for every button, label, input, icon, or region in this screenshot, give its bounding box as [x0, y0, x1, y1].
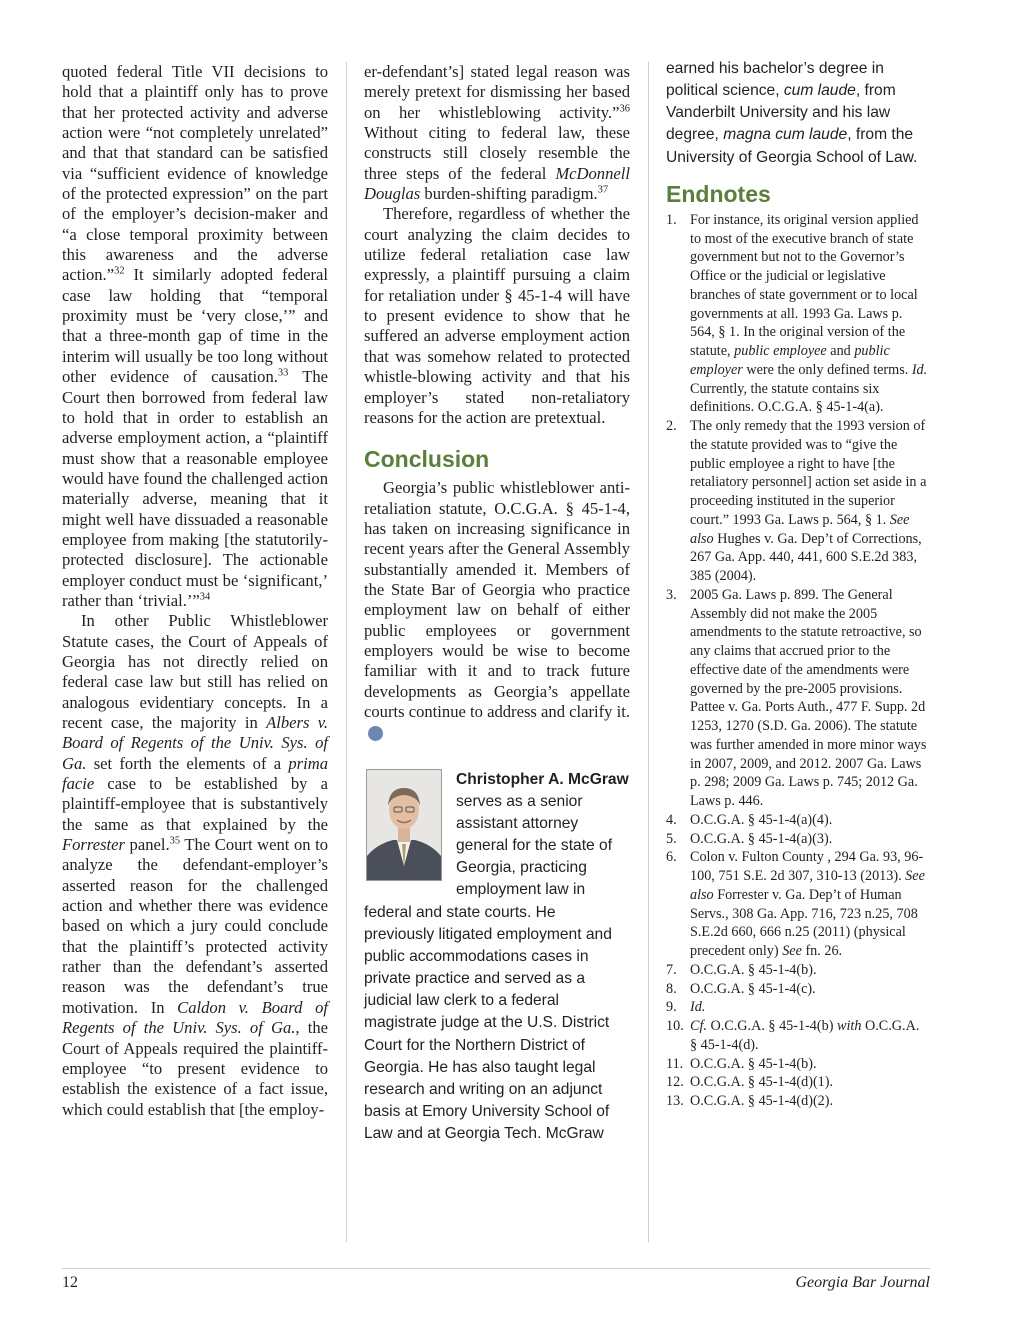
paragraph: quoted federal Title VII decisions to hold that a plaintiff only has to prove that her protected activity and adverse action were “not completely unrelated” and that that standard can be satisfied via “sufficient evidence of knowledge of the protected expression” on the part of the employer’s decision-maker and “a close temporal proximity between this awareness and the adverse action.”$^{32}$ It similarly adopted federal case law holding that “temporal proximity must be ‘very close,’” and that a three-month gap of time in the interim will usually be too long without other evidence of causation.$^{33}$ The Court then borrowed from federal law to hold that in order to establish an adverse employment action, a “plaintiff must show that a reasonable employee would have found the challenged action materially adverse, meaning that it might well have dissuaded a reasonable employee from making [the statutorily-protected disclosure]. The actionable employer conduct must be ‘significant,’ rather than ‘trivial.’”$^{34}$ [62, 62, 328, 610]
footer-divider [62, 1268, 930, 1269]
case-name: Albers v. Board of Regents of the Univ. Sys. of Ga. [62, 713, 328, 773]
article-column-3 [666, 58, 930, 1111]
author-bio [364, 759, 630, 1146]
endnote-item: 5. O.C.G.A. § 45-1-4(a)(3). [666, 830, 833, 847]
endnotes-list [666, 211, 930, 1111]
case-name: McDonnell Douglas [364, 163, 630, 204]
page-number: 12 [62, 1274, 78, 1291]
section-heading-conclusion: Conclusion [364, 446, 490, 473]
endnote-item: 8. O.C.G.A. § 45-1-4(c). [666, 980, 816, 997]
author-photo [366, 769, 442, 881]
paragraph: Georgia’s public whistleblower anti-retaliation statute, O.C.G.A. § 45-1-4, has taken on increasing significance in recent years after the General Assembly substantially amended it. Members of the State Bar of Georgia who practice employment law on behalf of either public employees or government employers would be wise to become familiar with it and to track future developments as Georgia’s appellate courts continue to address and clarify it.GBJ [364, 478, 630, 742]
footnote-ref: 37 [597, 184, 609, 196]
endnote-item: 2. The only remedy that the 1993 version of the statute provided was to “give the public employee a right to have [the retaliatory personnel] action set aside in a proceeding instituted in the superior court.” 1993 Ga. Laws p. 564, § 1. See also Hughes v. Ga. Dep’t of Corrections, 267 Ga. App. 440, 441, 600 S.E.2d 383, 385 (2004). [666, 418, 927, 585]
endnote-item: 6. Colon v. Fulton County , 294 Ga. 93, 96-100, 751 S.E. 2d 307, 310-13 (2013). See also Forrester v. Ga. Dep’t of Human Servs., 308 Ga. App. 716, 723 n.25, 708 S.E.2d 660, 666 n.25 (2011) (physical precedent only) See fn. 26. [666, 849, 925, 960]
endnote-item: 3. 2005 Ga. Laws p. 899. The General Assembly did not make the 2005 amendments to the statute retroactive, so any claims that accrued prior to the effective date of the amendments were governed by the pre-2005 provisions. Pattee v. Ga. Ports Auth., 477 F. Supp. 2d 1253, 1270 (S.D. Ga. 2006). The statute was further amended in more minor ways in 2007, 2009, and 2012. 2007 Ga. Laws p. 298; 2009 Ga. Laws p. 745; 2012 Ga. Laws p. 446. [666, 586, 927, 810]
footnote-ref: 32 [114, 265, 125, 277]
footnote-ref: 34 [199, 591, 211, 603]
endnote-item: 11. O.C.G.A. § 45-1-4(b). [666, 1055, 817, 1072]
endnote-item: 1. For instance, its original version applied to most of the executive branch of state government but not to the Governor’s Office or the judicial or legislative branches of state government or to local governments at all. 1993 Ga. Laws p. 564, § 1. In the original version of the statute, public employee and public employer were the only defined terms. Id. Currently, the statute contains six definitions. O.C.G.A. § 45-1-4(a). [666, 211, 928, 416]
gbj-end-mark-icon: GBJ [368, 726, 383, 741]
endnote-item: 4. O.C.G.A. § 45-1-4(a)(4). [666, 811, 833, 828]
endnote-item: 10. Cf. O.C.G.A. § 45-1-4(b) with O.C.G.A. § 45-1-4(d). [666, 1018, 920, 1053]
endnote-item: 9. Id. [666, 999, 706, 1016]
footnote-ref: 35 [169, 835, 181, 847]
footnote-ref: 36 [619, 103, 630, 115]
endnote-item: 13. O.C.G.A. § 45-1-4(d)(2). [666, 1093, 834, 1110]
column-divider [346, 62, 347, 1242]
author-bio-continued: earned his bachelor’s degree in political science, cum laude, from Vanderbilt University and his law degree, magna cum laude, from the University of Georgia School of Law. [666, 60, 918, 166]
column-divider [648, 62, 649, 1242]
paragraph: Therefore, regardless of whether the court analyzing the claim decides to utilize federal retaliation case law expressly, a plaintiff pursuing a claim for retaliation under § 45-1-4 will have to present evidence to show that he suffered an adverse employment action that was somehow related to protected whistle-blowing activity and that his employer’s stated non-retaliatory reasons for the action are pretextual. [364, 204, 630, 427]
case-name: Forrester [62, 835, 125, 855]
author-name: Christopher A. McGraw [456, 770, 629, 788]
article-column-2 [364, 62, 630, 1145]
article-column-1 [62, 62, 328, 1120]
paragraph: er-defendant’s] stated legal reason was merely pretext for dismissing her based on her whistleblowing activity.”$^{36}$ Without citing to federal law, these constructs still closely resemble the three steps of the federal McDonnell Douglas burden-shifting paradigm.$^{37}$ [364, 62, 630, 204]
paragraph: In other Public Whistleblower Statute cases, the Court of Appeals of Georgia has not directly relied on federal case law but still has relied on analogous evidentiary concepts. In a recent case, the majority in Albers v. Board of Regents of the Univ. Sys. of Ga. set forth the elements of a prima facie case to be established by a plaintiff-employee that is substantively the same as that explained by the Forrester panel.$^{35}$ The Court went on to analyze the defendant-employer’s asserted reason for the challenged action and whether there was evidence based on which a jury could conclude that the plaintiff’s protected activity rather than the defendant’s asserted reason was the defendant’s true motivation. In Caldon v. Board of Regents of the Univ. Sys. of Ga., the Court of Appeals required the plaintiff-employee “to present evidence to establish the existence of a fact issue, which could establish that [the employ- [62, 611, 329, 1119]
endnote-item: 12. O.C.G.A. § 45-1-4(d)(1). [666, 1074, 834, 1091]
endnote-item: 7. O.C.G.A. § 45-1-4(b). [666, 961, 817, 978]
author-bio-text: Christopher A. McGraw serves as a senior assistant attorney general for the state of Georgia, practicing employment law in federal and state courts. He previously litigated employment and public accommodations cases in private practice and served as a judicial law clerk to a federal magistrate judge at the U.S. District Court for the Northern District of Georgia. He has also taught legal research and writing on an adjunct basis at Emory University School of Law and at Georgia Tech. McGraw [364, 770, 629, 1143]
case-name: Caldon v. Board of Regents of the Univ. Sys. of Ga. [62, 997, 328, 1038]
journal-title: Georgia Bar Journal [795, 1274, 930, 1291]
footnote-ref: 33 [277, 367, 289, 379]
section-heading-endnotes: Endnotes [666, 180, 771, 207]
author-portrait-icon [367, 770, 441, 880]
